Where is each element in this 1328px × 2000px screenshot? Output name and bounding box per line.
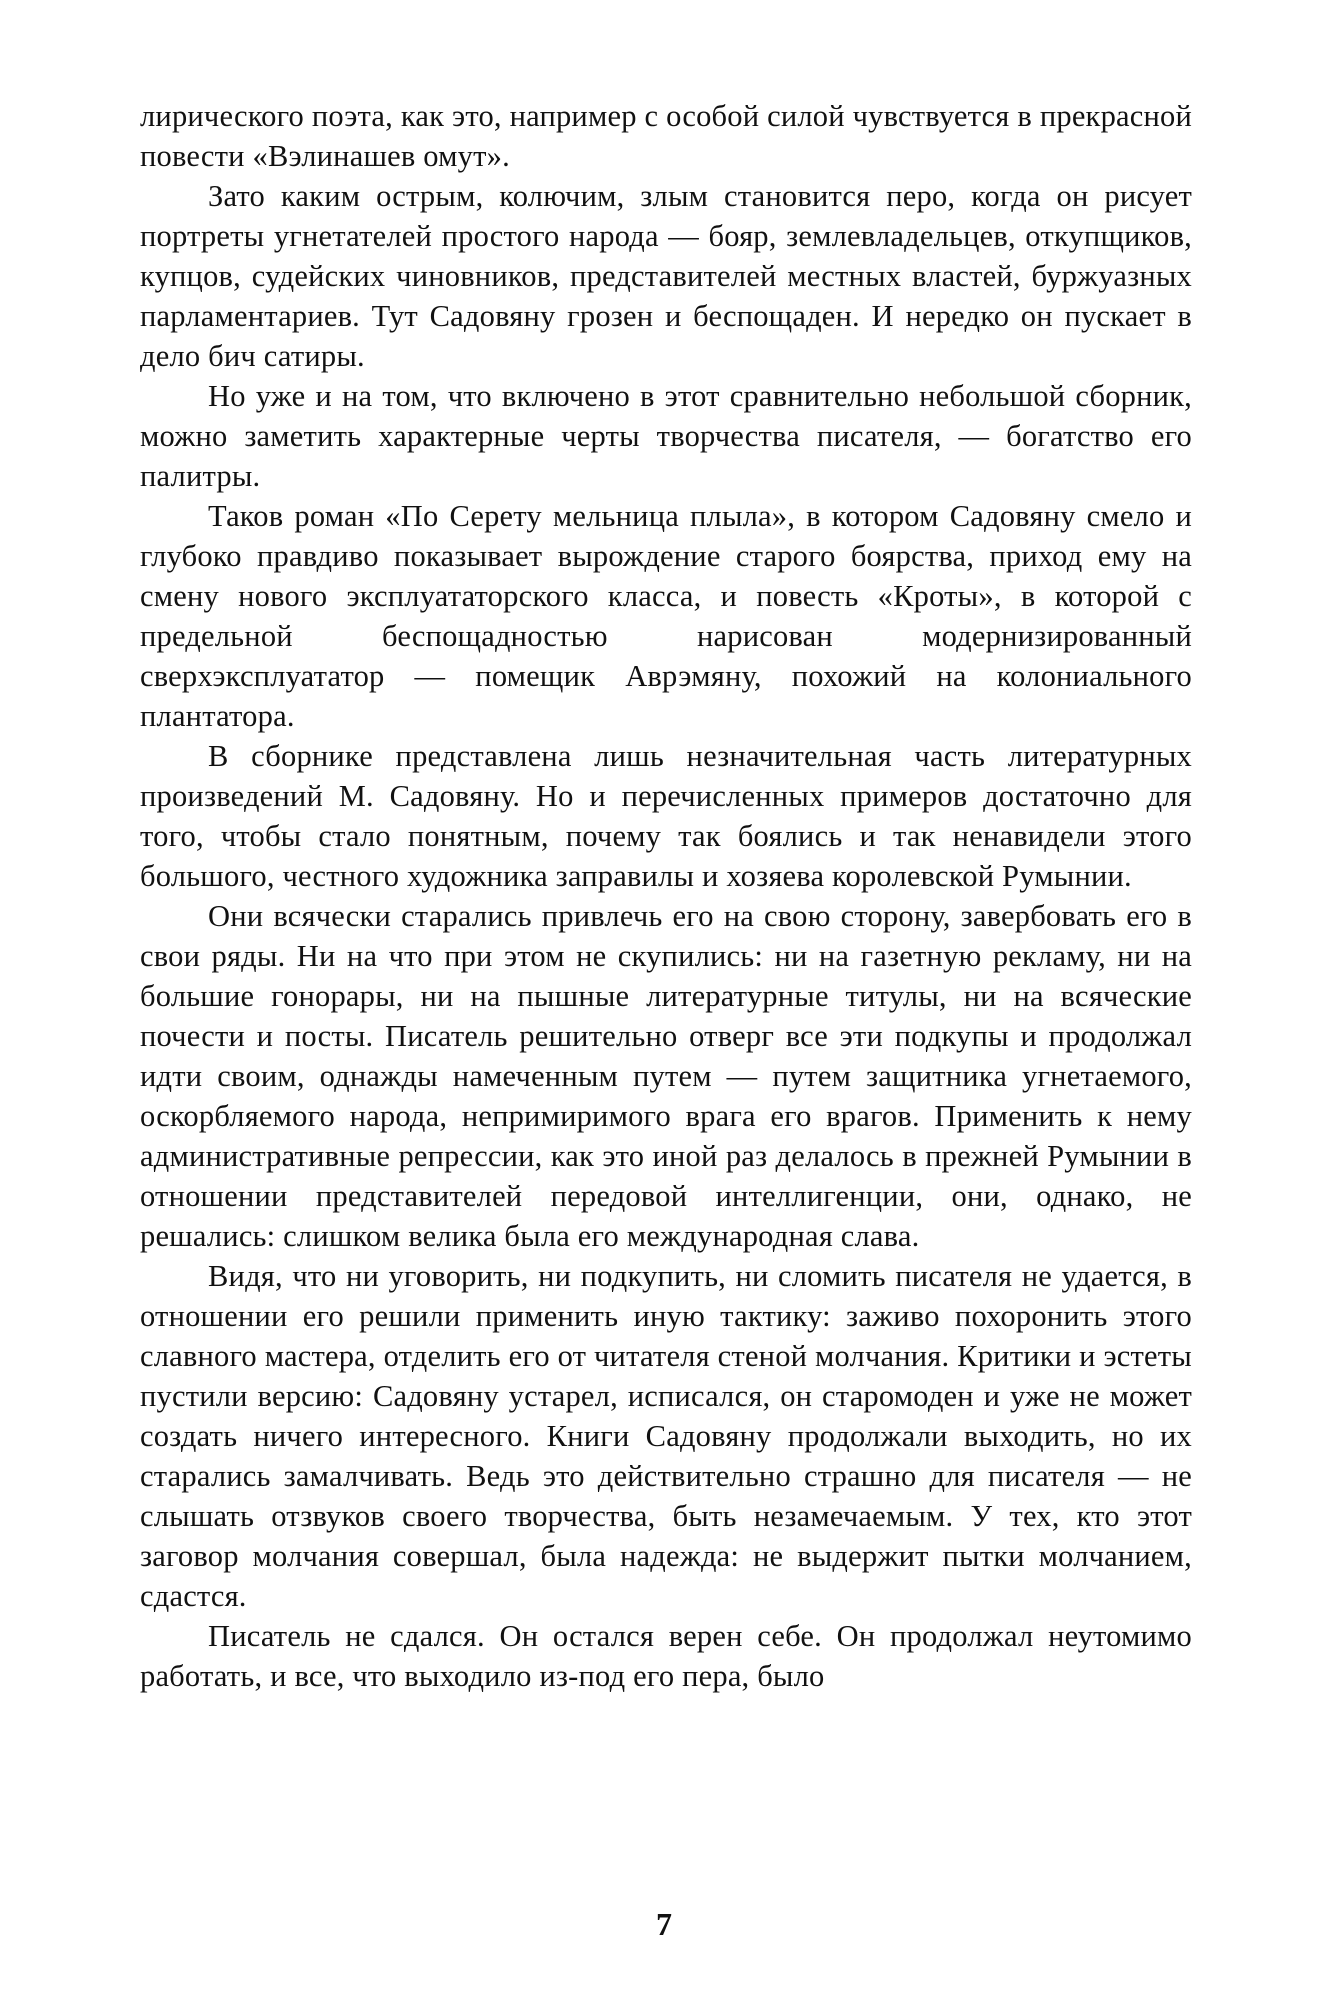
paragraph: Писатель не сдался. Он остался верен себе. Он продолжал неутомимо работать, и все, что выходило из-под его пера, было xyxy=(140,1619,1192,1693)
paragraph-continuation: лирического поэта, как это, например с особой силой чувствуется в прекрасной повести «Вэлинашев омут». xyxy=(140,99,1192,173)
paragraph: Видя, что ни уговорить, ни подкупить, ни сломить писателя не удается, в отношении его решили применить иную тактику: заживо похоронить этого славного мастера, отделить его от читателя стеной молчания. Критики и эстеты пустили версию: Садовяну устарел, исписался, он старомоден и уже не может создать ничего интересного. Книги Садовяну продолжали выходить, но их старались замалчивать. Ведь это действительно страшно для писателя — не слышать отзвуков своего творчества, быть незамечаемым. У тех, кто этот заговор молчания совершал, была надежда: не выдержит пытки молчанием, сдастся. xyxy=(140,1259,1192,1613)
page-number: 7 xyxy=(656,1906,672,1942)
paragraph: Они всячески старались привлечь его на свою сторону, завербовать его в свои ряды. Ни на что при этом не скупились: ни на газетную рекламу, ни на большие гонорары, ни на пышные литературные титулы, ни на всяческие почести и посты. Писатель решительно отверг все эти подкупы и продолжал идти своим, однажды намеченным путем — путем защитника угнетаемого, оскорбляемого народа, непримиримого врага его врагов. Применить к нему административные репрессии, как это иной раз делалось в прежней Румынии в отношении представителей передовой интеллигенции, они, однако, не решались: слишком велика была его международная слава. xyxy=(140,899,1192,1253)
body-text xyxy=(140,96,1192,1696)
paragraph: Зато каким острым, колючим, злым становится перо, когда он рисует портреты угнетателей простого народа — бояр, землевладельцев, откупщиков, купцов, судейских чиновников, представителей местных властей, буржуазных парламентариев. Тут Садовяну грозен и беспощаден. И нередко он пускает в дело бич сатиры. xyxy=(140,179,1192,373)
paragraph: Но уже и на том, что включено в этот сравнительно небольшой сборник, можно заметить характерные черты творчества писателя, — богатство его палитры. xyxy=(140,379,1192,493)
paragraph: В сборнике представлена лишь незначительная часть литературных произведений М. Садовяну. Но и перечисленных примеров достаточно для того, чтобы стало понятным, почему так боялись и так ненавидели этого большого, честного художника заправилы и хозяева королевской Румынии. xyxy=(140,739,1192,893)
paragraph: Таков роман «По Серету мельница плыла», в котором Садовяну смело и глубоко правдиво показывает вырождение старого боярства, приход ему на смену нового эксплуататорского класса, и повесть «Кроты», в которой с предельной беспощадностью нарисован модернизированный сверхэксплуататор — помещик Аврэмяну, похожий на колониального плантатора. xyxy=(140,499,1192,733)
